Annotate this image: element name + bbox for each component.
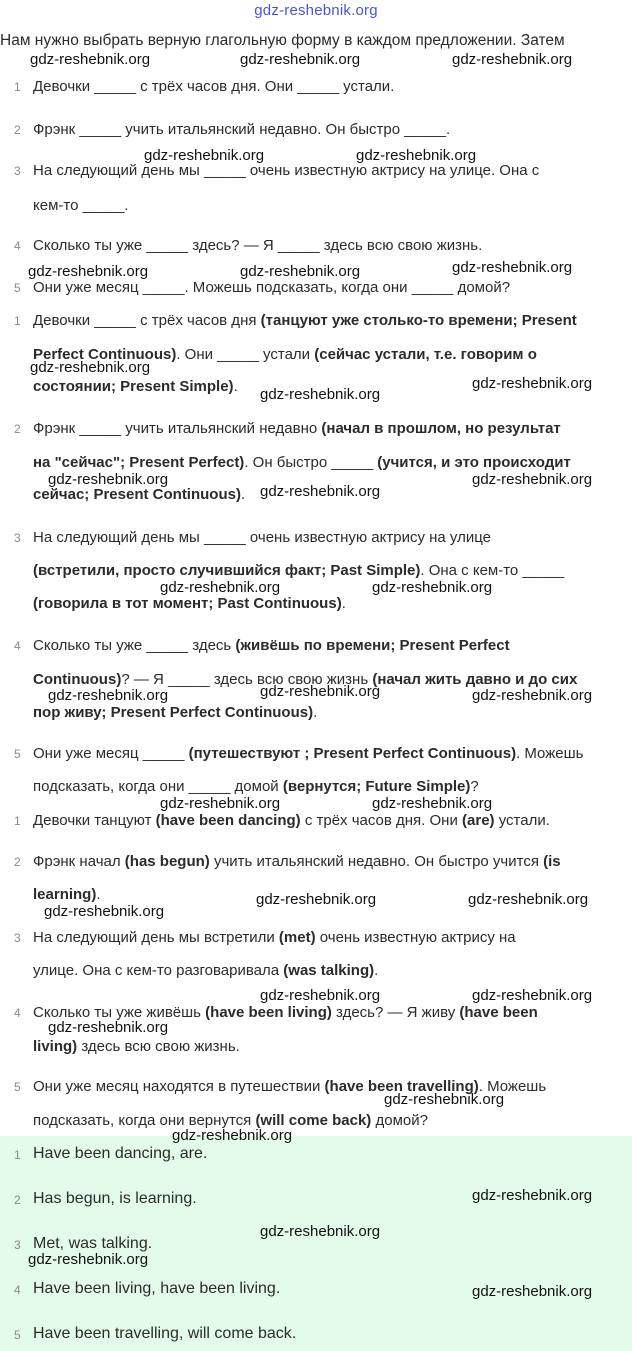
watermark: gdz-reshebnik.org [452, 259, 573, 276]
text: ? — Я _____ здесь всю свою жизнь [121, 671, 373, 688]
item-number: 4 [14, 1006, 21, 1020]
verb: (will come back) [255, 1112, 372, 1129]
item-number: 4 [14, 239, 21, 253]
verb: learning) [33, 886, 97, 903]
watermark: gdz-reshebnik.org [28, 263, 149, 280]
task-text: На следующий день мы _____ очень известную актрису на улице. Она с [33, 162, 540, 179]
text: Девочки _____ с трёх часов дня [33, 312, 261, 329]
verb: (have been living) [205, 1004, 332, 1021]
text: . [233, 378, 238, 395]
item-number: 4 [14, 1283, 21, 1297]
hint: (танцуют уже столько-то времени; Present [260, 312, 577, 329]
task-text: Фрэнк _____ учить итальянский недавно. Он быстро _____. [33, 121, 451, 138]
item-number: 1 [14, 1148, 21, 1162]
item-number: 5 [14, 281, 21, 295]
hint: Perfect Continuous) [33, 346, 177, 363]
verb: (met) [278, 929, 316, 946]
watermark: gdz-reshebnik.org [472, 1187, 593, 1204]
text: Девочки танцуют [33, 812, 156, 829]
item-number: 5 [14, 747, 21, 761]
item-number: 4 [14, 639, 21, 653]
watermark: gdz-reshebnik.org [452, 51, 573, 68]
watermark: gdz-reshebnik.org [30, 51, 151, 68]
intro-text: Нам нужно выбрать верную глагольную форму в каждом предложении. Затем [0, 32, 565, 49]
text: Они уже месяц _____ [33, 745, 189, 762]
text: . [313, 704, 318, 721]
text: с трёх часов дня. Они [300, 812, 463, 829]
watermark: gdz-reshebnik.org [44, 903, 165, 920]
text: подсказать, когда они _____ домой [33, 778, 283, 795]
text: учить итальянский недавно. Он быстро учится [209, 853, 544, 870]
verb: (have been dancing) [155, 812, 301, 829]
watermark: gdz-reshebnik.org [48, 687, 169, 704]
text: . [374, 962, 379, 979]
hint: (начал в прошлом, но результат [321, 420, 561, 437]
hint: состоянии; Present Simple) [33, 378, 234, 395]
hint: (начал жить давно и до сих [372, 671, 578, 688]
text: . Они _____ устали [176, 346, 315, 363]
hint: (вернутся; Future Simple) [282, 778, 471, 795]
watermark: gdz-reshebnik.org [384, 1091, 505, 1108]
text: здесь всю свою жизнь. [77, 1038, 240, 1055]
watermark: gdz-reshebnik.org [160, 579, 281, 596]
verb: living) [33, 1038, 78, 1055]
task-text: Они уже месяц _____. Можешь подсказать, когда они _____ домой? [33, 279, 511, 296]
hint: на "сейчас"; Present Perfect) [33, 454, 245, 471]
watermark: gdz-reshebnik.org [260, 1223, 381, 1240]
watermark: gdz-reshebnik.org [172, 1127, 293, 1144]
watermark: gdz-reshebnik.org [472, 687, 593, 704]
watermark: gdz-reshebnik.org [260, 683, 381, 700]
text: Сколько ты уже _____ здесь [33, 637, 236, 654]
hint: пор живу; Present Perfect Continuous) [33, 704, 314, 721]
watermark: gdz-reshebnik.org [260, 483, 381, 500]
watermark: gdz-reshebnik.org [240, 51, 361, 68]
text: . [341, 595, 346, 612]
verb: (are) [462, 812, 495, 829]
hint: (встретили, просто случившийся факт; Past Simple) [33, 562, 421, 579]
task-text: Девочки _____ с трёх часов дня. Они _____ устали. [33, 78, 395, 95]
watermark: gdz-reshebnik.org [240, 263, 361, 280]
watermark: gdz-reshebnik.org [356, 147, 477, 164]
text: домой? [371, 1112, 428, 1129]
task-text: кем-то _____. [33, 197, 129, 214]
hint: Continuous) [33, 671, 122, 688]
item-number: 5 [14, 1328, 21, 1342]
text: очень известную актрису на [315, 929, 516, 946]
watermark: gdz-reshebnik.org [472, 987, 593, 1004]
watermark: gdz-reshebnik.org [472, 1283, 593, 1300]
text: Сколько ты уже живёшь [33, 1004, 206, 1021]
answer-text: Has begun, is learning. [33, 1190, 197, 1207]
text: улице. Она с кем-то разговаривала [33, 962, 284, 979]
watermark: gdz-reshebnik.org [256, 891, 377, 908]
hint: (живёшь по времени; Present Perfect [235, 637, 510, 654]
watermark: gdz-reshebnik.org [48, 471, 169, 488]
item-number: 3 [14, 931, 21, 945]
item-number: 2 [14, 855, 21, 869]
verb: (have been [459, 1004, 538, 1021]
item-number: 1 [14, 814, 21, 828]
item-number: 2 [14, 422, 21, 436]
hint: (путешествуют ; Present Perfect Continuous) [188, 745, 517, 762]
answer-text: Have been dancing, are. [33, 1145, 208, 1162]
text: здесь? — Я живу [331, 1004, 460, 1021]
watermark: gdz-reshebnik.org [372, 795, 493, 812]
text: ? [470, 778, 479, 795]
hint: (сейчас устали, т.е. говорим о [314, 346, 537, 363]
watermark: gdz-reshebnik.org [468, 891, 589, 908]
item-number: 3 [14, 164, 21, 178]
watermark: gdz-reshebnik.org [144, 147, 265, 164]
watermark: gdz-reshebnik.org [372, 579, 493, 596]
verb: (was talking) [283, 962, 375, 979]
hint: сейчас; Present Continuous) [33, 486, 241, 503]
text: Они уже месяц находятся в путешествии [33, 1078, 325, 1095]
item-number: 2 [14, 1193, 21, 1207]
watermark: gdz-reshebnik.org [28, 1251, 149, 1268]
text: . Можешь [478, 1078, 547, 1095]
item-number: 2 [14, 123, 21, 137]
watermark: gdz-reshebnik.org [48, 1019, 169, 1036]
watermark: gdz-reshebnik.org [472, 375, 593, 392]
text: Фрэнк начал [33, 853, 125, 870]
watermark: gdz-reshebnik.org [160, 795, 281, 812]
answer-text: Met, was talking. [33, 1235, 153, 1252]
item-number: 1 [14, 314, 21, 328]
answer-text: Have been living, have been living. [33, 1280, 281, 1297]
answer-text: Have been travelling, will come back. [33, 1325, 297, 1342]
watermark: gdz-reshebnik.org [472, 471, 593, 488]
verb: (has begun) [124, 853, 210, 870]
item-number: 5 [14, 1080, 21, 1094]
item-number: 3 [14, 531, 21, 545]
verb: (have been travelling) [324, 1078, 479, 1095]
text: Фрэнк _____ учить итальянский недавно [33, 420, 322, 437]
item-number: 3 [14, 1238, 21, 1252]
text: . Можешь [516, 745, 584, 762]
text: подсказать, когда они вернутся [33, 1112, 256, 1129]
item-number: 1 [14, 80, 21, 94]
site-header-link[interactable]: gdz-reshebnik.org [254, 2, 378, 19]
text: . Он быстро _____ [244, 454, 378, 471]
watermark: gdz-reshebnik.org [30, 359, 151, 376]
text: устали. [494, 812, 550, 829]
verb: (is [543, 853, 561, 870]
task-text: Сколько ты уже _____ здесь? — Я _____ здесь всю свою жизнь. [33, 237, 483, 254]
text: . Она с кем-то _____ [420, 562, 565, 579]
text: . [96, 886, 101, 903]
hint: (учится, и это происходит [377, 454, 571, 471]
hint: (говорила в тот момент; Past Continuous) [33, 595, 342, 612]
text: На следующий день мы _____ очень известную актрису на улице [33, 529, 491, 546]
text: . [240, 486, 246, 503]
watermark: gdz-reshebnik.org [260, 987, 381, 1004]
watermark: gdz-reshebnik.org [260, 386, 381, 403]
text: На следующий день мы встретили [33, 929, 279, 946]
